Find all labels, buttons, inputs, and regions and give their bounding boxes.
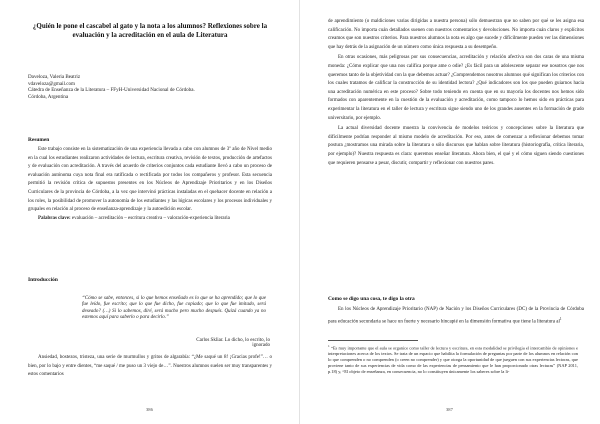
intro-text: Ansiedad, bostezos, tristeza, una serie de murmullos y gritos de algarabía: “¿Me saqué un 8! ¡Gracias profe!”… o bien, por lo bajo y entre dientes, “me saqué / me puso un 3 viejo de…”. Nuestros alumnos suelen ser muy transparentes y estos comentarios — [28, 355, 272, 378]
right-paragraph-1: de aprendimiento (o maldiciones varias dirigidas a nuestra persona) sólo demuestran que no saben por qué se les asigna esa calificación. No importa cuán detallados suenen con nuestros comentarios y devoluciones. No importa cuán claros y explícitos creamos que son nuestros criterios. Para nuestros alumnos la nota es algo que sucede y difícilmente pueden ver las dimensiones que hay detrás de la asignación de un número como única respuesta a su desempeño. — [328, 19, 584, 50]
paper-title: ¿Quién le pone el cascabel al gato y la nota a los alumnos? Reflexiones sobre la evaluación y la acreditación en el aula de Literatura — [32, 22, 268, 39]
footnote — [328, 344, 578, 374]
epigraph-quote: “Cómo se sabe, entonces, si lo que hemos enseñado es lo que se ha aprendido; que lo que fue leído, fue escrito; que lo que fue dicho, fue copiado; que lo que fue imitado, será deseado? (…) Si lo sabemos, diré, será mucho pero mucho después. Quizá cuando ya no estemos aquí para saberlo o para decirlo.” — [82, 296, 266, 321]
footnote-text: “Es muy importante que el aula se organice como taller de lectura y escritura, en esta modalidad se privilegia el intercambio de opiniones e interpretaciones acerca de los textos. Se trata de un espacio que habilita la formulación de preguntas por parte de los alumnos en relación con lo que comprenden o no comprenden (o creen no comprender) y que otorga la oportunidad de que jueguen con sus experiencias lectoras, que proviene tanto de sus experiencias de vida como de las experiencias de pensamiento que le han proporcionado otras lecturas” (NAP 2011, p.18) y, “El objeto de enseñanza, en consecuencia, no lo constituyen únicamente los saberes sobre la li- — [328, 345, 578, 374]
author-email[interactable]: vdaveloza@gmail.com — [28, 80, 75, 87]
keywords-label: Palabras clave: — [38, 215, 71, 221]
section-heading: Como se digo una cosa, te digo la otra — [328, 296, 415, 302]
keywords-line — [28, 215, 272, 224]
intro-body — [28, 354, 272, 380]
right-paragraph-3: La actual diversidad docente muestra la convivencia de modelos teóricos y concepciones sobre la literatura que difícilmente podrían responder al mismo modelo de acreditación. Por eso, antes de comenzar a reflexionar debemos tomar postura ¿mostramos una mirada sobre la literatura o sólo discursos que hablan sobre literatura (historiografía, crítica literaria, por ejemplo)? Nuestra respuesta es clara: queremos enseñar literatura. Ahora bien, el qué y el cómo siguen siendo cuestiones que requieren pensarse a pesar, discutir, compartir y reflexionar con nuestros pares. — [328, 126, 584, 166]
footnote-marker: 1 — [328, 344, 330, 348]
right-paragraph-4-text: En los Núcleos de Aprendizaje Prioritario (NAP) de Nación y los Diseños Curriculares (DC) de la Provincia de Córdoba para educación secundaria se hace un fuerte y necesario hincapié en la dimensión formativa que tiene la literatura al — [328, 307, 584, 325]
epigraph-attribution: Carlos Skliar. Lo dicho, lo escrito, lo ignorado — [196, 338, 270, 348]
footnote-separator — [328, 340, 418, 341]
page-number-left: 386 — [146, 407, 153, 412]
page-number-right: 387 — [446, 407, 453, 412]
right-body-section — [328, 306, 584, 327]
author-name: Daveloza, Valeria Beatriz — [28, 74, 81, 80]
author-affiliation: Cátedra de Enseñanza de la Literatura – FFyH-Universidad Nacional de Córdoba. — [28, 87, 195, 94]
abstract-text: Este trabajo consiste en la sistematización de una experiencia llevada a cabo con alumnos de 3º año de Nivel medio en la cual los estudiantes realizaron actividades de lectura, escritura creativa, revisión de textos, producción de artefactos y de evaluación con acreditación. A través del acuerdo de criterios conjuntos cada estudiante llevó a cabo un proceso de evaluación autónoma cuya nota final era ratificada o rectificada por todos los compañeros y profesor. Esta secuencia permitió la revisión crítica de supuestos presentes en los Núcleos de Aprendizaje Prioritarios y en los Diseños Curriculares de la provincia de Córdoba, a la vez que intervinó prácticas instaladas en el quehacer docente en relación a los roles, la posibilidad de promover la autonomía de los estudiantes y las lógicas escolares y los procesos individuales y grupales en relación al proceso de enseñanza-aprendizaje y la autoedición escolar. — [28, 147, 272, 213]
right-body-top — [328, 18, 584, 168]
right-paragraph-2: En otras ocasiones, más peligrosas por sus consecuencias, acreditación y relación afectiva son dos caras de una misma moneda: ¿Cómo explicar que una nos califica porque ame o odie? ¿Es fácil para un adolescente separar ese nosotros que nos queremos tanto de la objetividad con la que debemos actuar? ¿Comprendemos nosotros alumnos qué significan los criterios con los cuales tratamos de calificar la construcción de su identidad lectora? ¿Qué indicadores son los que pueden guiarnos hacia una acreditación numérica en este proceso? Sobre todo teniendo en cuenta que en su mayoría los docentes nos hemos sido formados con aparentemente en la cuestión de la evaluación y acreditación, como tampoco lo hemos sido en prácticas para experimentar la literatura en el taller de lectura y escritura sigue siendo uno de los grandes ausentes en la formación de grado universitario, por ejemplo. — [328, 55, 584, 121]
right-page — [300, 0, 600, 424]
intro-heading: Introducción — [28, 277, 58, 283]
author-block — [28, 74, 268, 100]
abstract-body — [28, 146, 272, 223]
abstract-heading: Resumen — [28, 137, 50, 143]
author-location: Córdoba, Argentina — [28, 93, 69, 100]
footnote-reference[interactable]: 1 — [559, 316, 562, 321]
keywords-text: evaluación – acreditación – escritura creativa – valoración-experiencia literaria — [71, 215, 230, 221]
right-paragraph-4 — [328, 306, 584, 327]
